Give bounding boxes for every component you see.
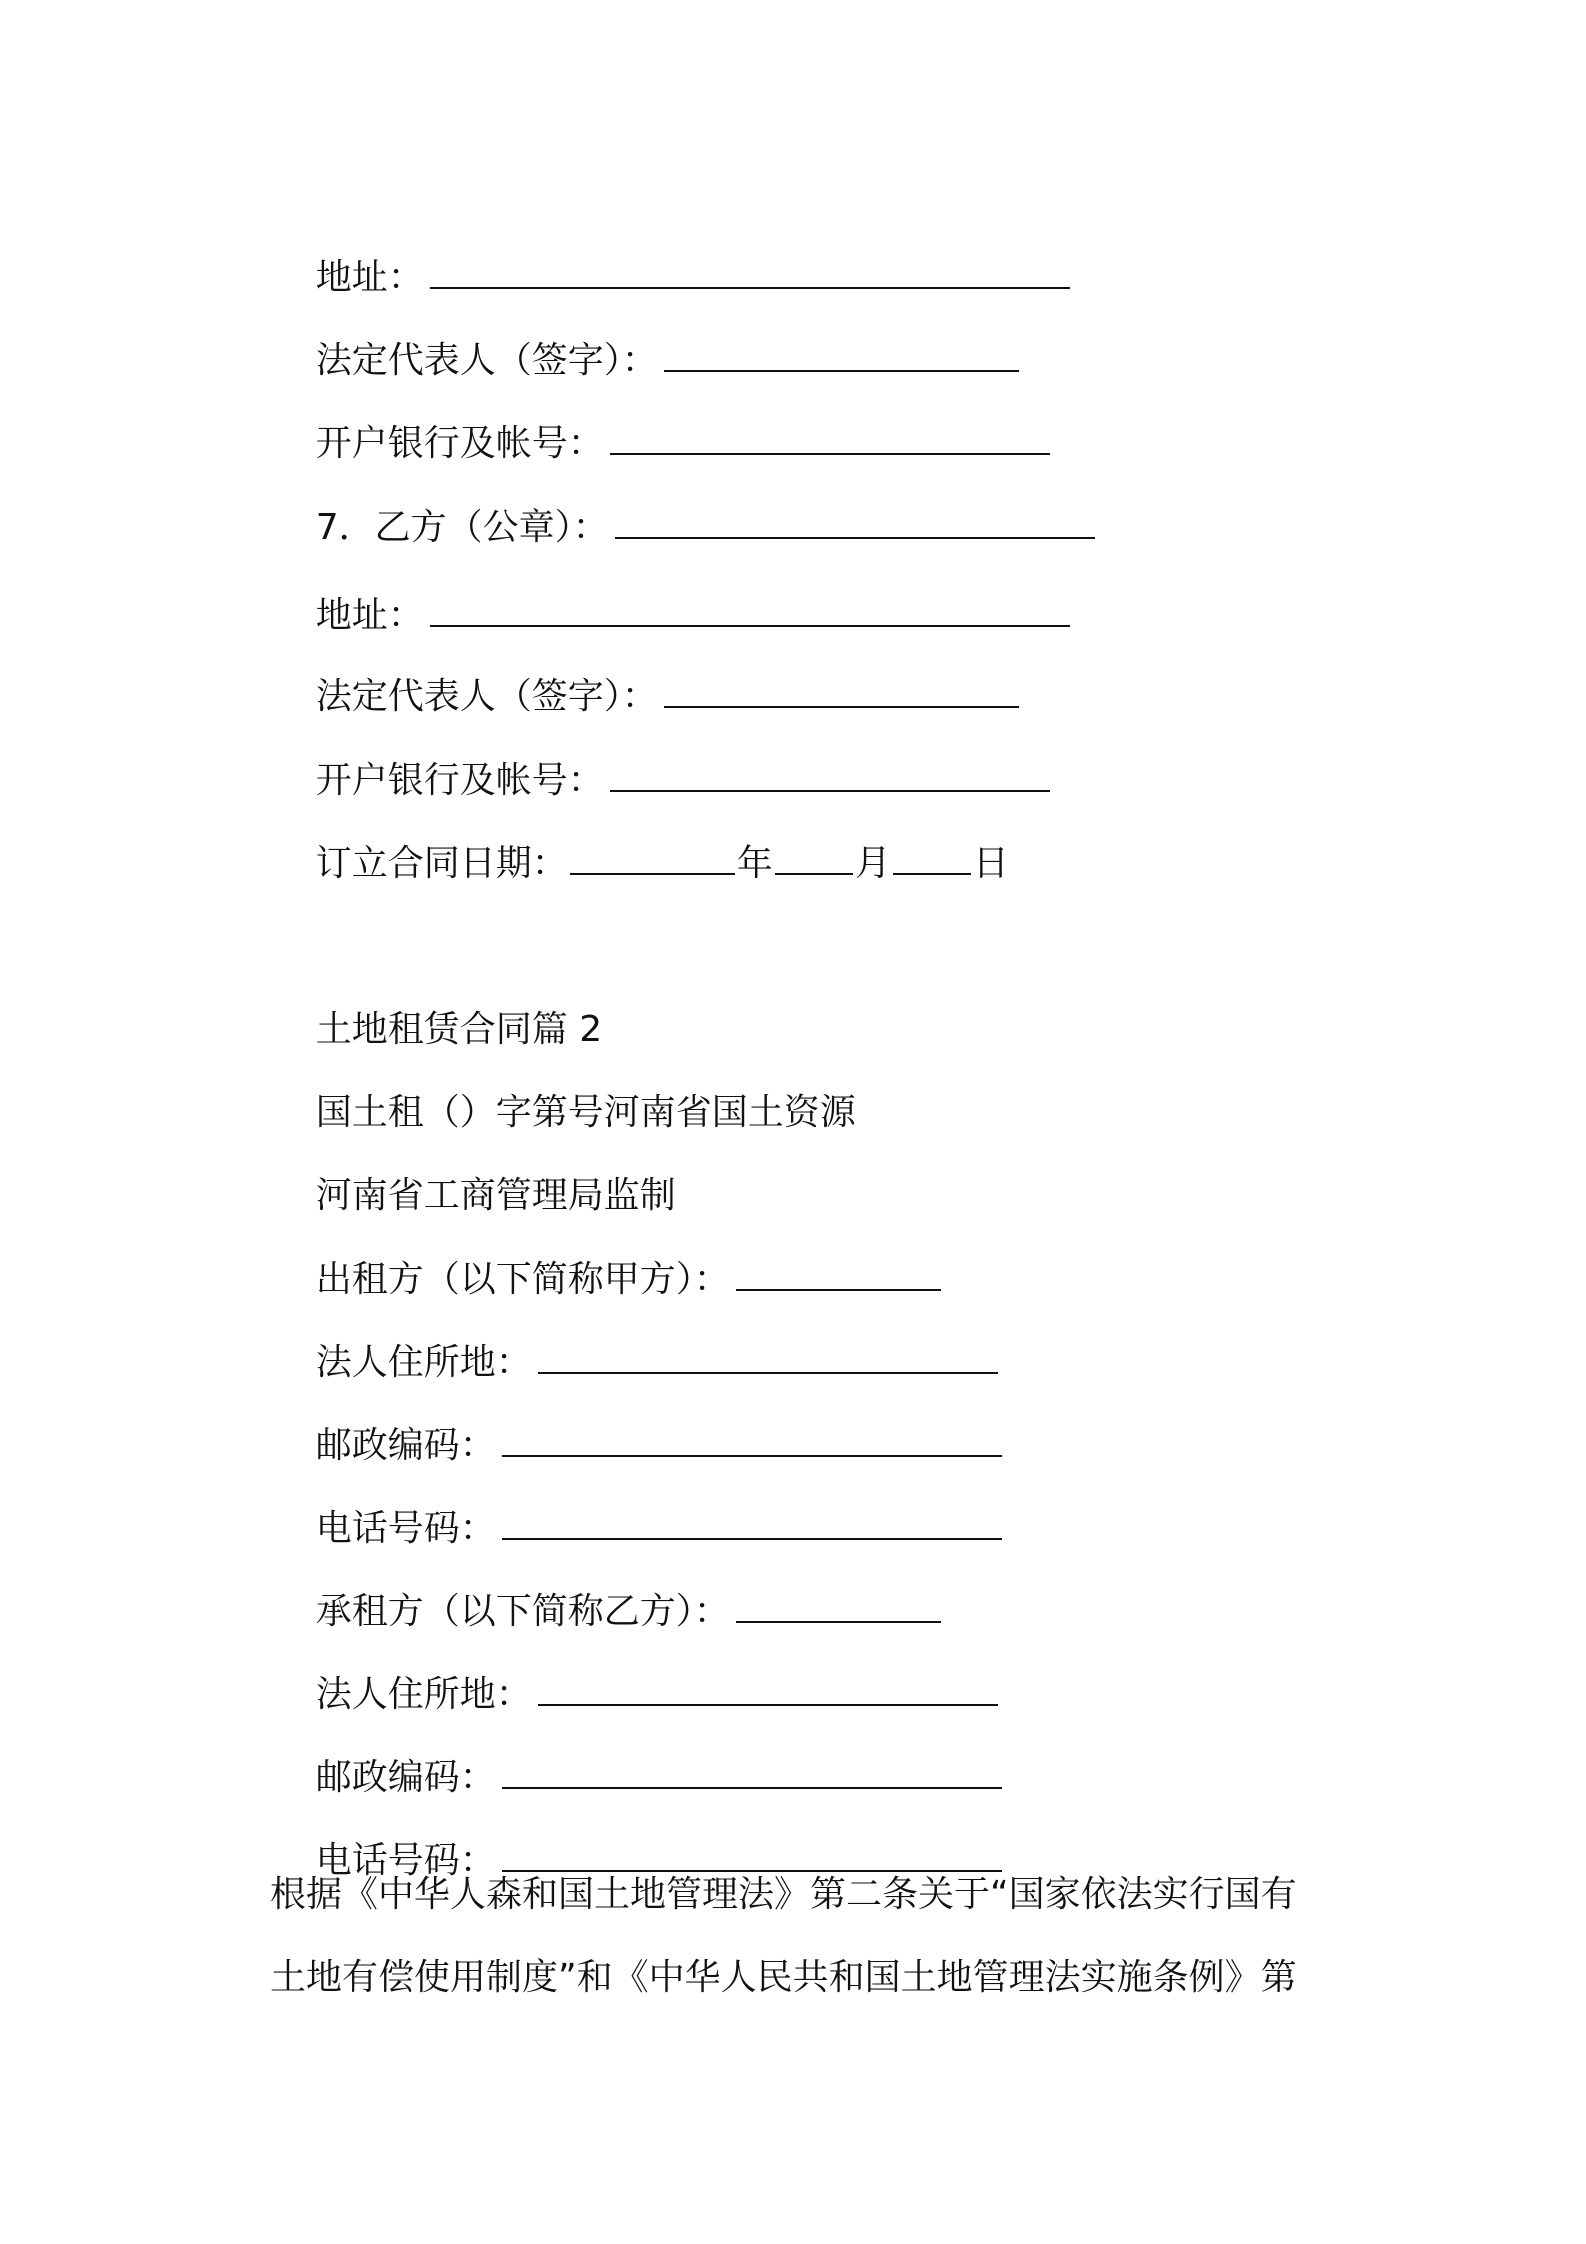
contract-date-line [270,791,1009,936]
date-label: 订立合同日期： [315,843,568,884]
legal-rep-label: 法定代表人（签字）： [315,340,658,381]
lessee-blank [736,1587,941,1623]
body-paragraph-text-2: 土地有偿使用制度”和《中华人民共和国土地管理法实施条例》第 [270,1957,1297,1998]
lessee-phone-blank [502,1836,1002,1872]
address2-label: 地址： [315,595,424,636]
legal-rep2-blank [664,672,1019,708]
body-paragraph-text-1: 根据《中华人森和国土地管理法》第二条关于“国家依法实行国有 [270,1874,1297,1915]
lessor-address-label: 法人住所地： [315,1342,532,1383]
bank-blank [610,419,1050,455]
address2-blank [430,591,1070,627]
lessor-postcode-blank [502,1421,1002,1457]
lessor-phone-blank [502,1504,1002,1540]
contract-number-text: 国土租（）字第号河南省国土资源 [315,1092,856,1133]
party-b-blank [615,503,1095,539]
lessee-label: 承租方（以下简称乙方）： [315,1591,730,1632]
lessee-phone-label: 电话号码： [315,1840,496,1881]
day-blank [893,839,971,875]
address-blank [430,253,1070,289]
lessor-postcode-label: 邮政编码： [315,1425,496,1466]
lessee-address-label: 法人住所地： [315,1674,532,1715]
party-b-label: 7．乙方（公章）： [315,507,609,548]
lessor-address-blank [538,1338,998,1374]
lessee-address-blank [538,1670,998,1706]
year-blank [570,839,735,875]
legal-rep2-label: 法定代表人（签字）： [315,676,658,717]
year-label: 年 [736,843,773,884]
body-paragraph-line-2 [270,1954,1360,2002]
lessee-postcode-blank [502,1753,1002,1789]
lessor-phone-label: 电话号码： [315,1508,496,1549]
lessor-label: 出租方（以下简称甲方）： [315,1259,730,1300]
section-heading-text: 土地租赁合同篇 2 [315,1009,603,1050]
supervisor-text: 河南省工商管理局监制 [315,1175,676,1216]
month-label: 月 [854,843,891,884]
bank2-blank [610,756,1050,792]
bank-label: 开户银行及帐号： [315,423,604,464]
month-blank [775,839,853,875]
bank2-label: 开户银行及帐号： [315,760,604,801]
lessee-postcode-label: 邮政编码： [315,1757,496,1798]
legal-rep-blank [664,336,1019,372]
lessor-blank [736,1255,941,1291]
day-label: 日 [972,843,1009,884]
body-paragraph-line-1 [270,1871,1360,1919]
address-label: 地址： [315,257,424,298]
